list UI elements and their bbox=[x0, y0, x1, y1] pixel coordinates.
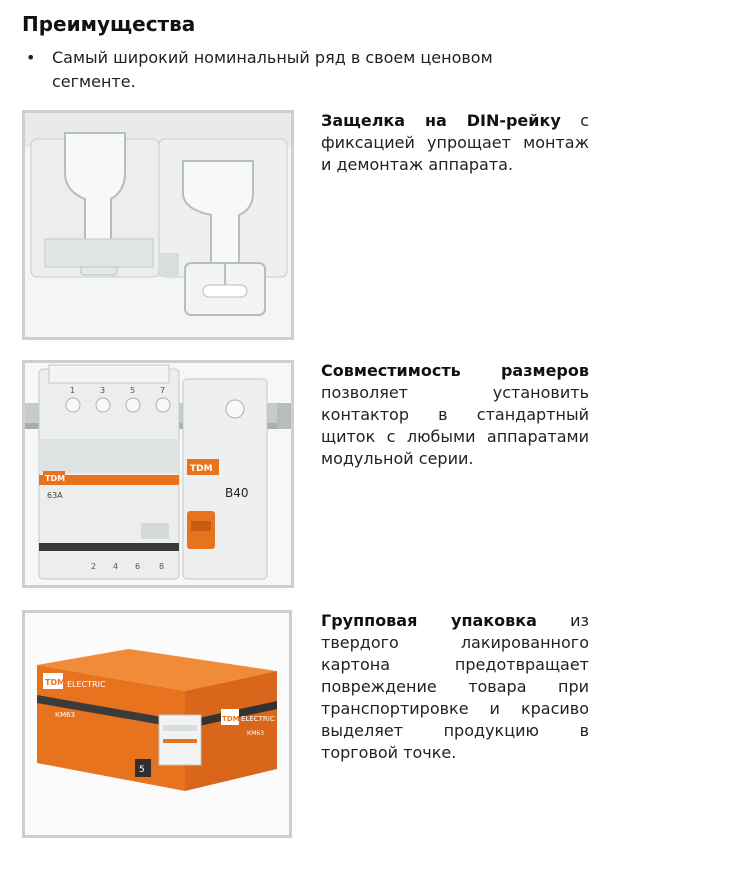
feature-title: Защелка на DIN-рейку bbox=[321, 111, 561, 130]
packaging-illustration bbox=[25, 613, 289, 835]
bullet-item bbox=[22, 46, 542, 94]
contactor-rating-label: 63A bbox=[47, 491, 63, 500]
feature-title: Групповая упаковка bbox=[321, 611, 537, 630]
terminal-label-bottom: 6 bbox=[135, 562, 141, 571]
packaging-image bbox=[22, 610, 292, 838]
bullet-list bbox=[22, 46, 542, 94]
package-brand-logo: TDM bbox=[45, 678, 66, 687]
feature-packaging bbox=[321, 610, 589, 764]
din-latch-image bbox=[22, 110, 294, 340]
breaker-rating-label: B40 bbox=[225, 486, 249, 500]
bullet-dot-icon: • bbox=[26, 48, 36, 67]
package-side-logo: TDM bbox=[222, 715, 240, 723]
feature-text: из твердого лакированного картона предотвращает повреждение товара при транспортировке и красиво выделяет продукцию в торговой точке. bbox=[321, 611, 589, 762]
feature-din-latch bbox=[321, 110, 589, 176]
page-heading: Преимущества bbox=[22, 12, 196, 36]
package-count-badge: 5 bbox=[139, 765, 145, 775]
contactor-image bbox=[22, 360, 294, 588]
feature-title: Совместимость размеров bbox=[321, 361, 589, 380]
package-side-model: КМ63 bbox=[247, 730, 265, 737]
contactor-illustration bbox=[25, 363, 291, 585]
bullet-text: Самый широкий номинальный ряд в своем ценовом сегменте. bbox=[52, 48, 493, 91]
terminal-label-top: 1 bbox=[70, 386, 76, 395]
terminal-label-top: 5 bbox=[130, 386, 136, 395]
terminal-label-bottom: 8 bbox=[159, 562, 165, 571]
din-latch-illustration bbox=[25, 113, 291, 337]
terminal-label-top: 7 bbox=[160, 386, 166, 395]
breaker-brand-label: TDM bbox=[190, 464, 213, 474]
package-side-brand-text: ELECTRIC bbox=[241, 715, 275, 723]
package-model-label: КМ63 bbox=[55, 711, 75, 719]
terminal-label-bottom: 4 bbox=[113, 562, 119, 571]
feature-text: позволяет установить контактор в стандартный щиток с любыми аппаратами модульной серии. bbox=[321, 383, 589, 468]
package-brand-text: ELECTRIC bbox=[67, 680, 106, 689]
feature-text: с фиксацией упрощает монтаж и демонтаж аппарата. bbox=[321, 111, 590, 174]
terminal-label-top: 3 bbox=[100, 386, 106, 395]
contactor-brand-label: TDM bbox=[45, 474, 66, 483]
terminal-label-bottom: 2 bbox=[91, 562, 97, 571]
feature-size-compat bbox=[321, 360, 589, 470]
